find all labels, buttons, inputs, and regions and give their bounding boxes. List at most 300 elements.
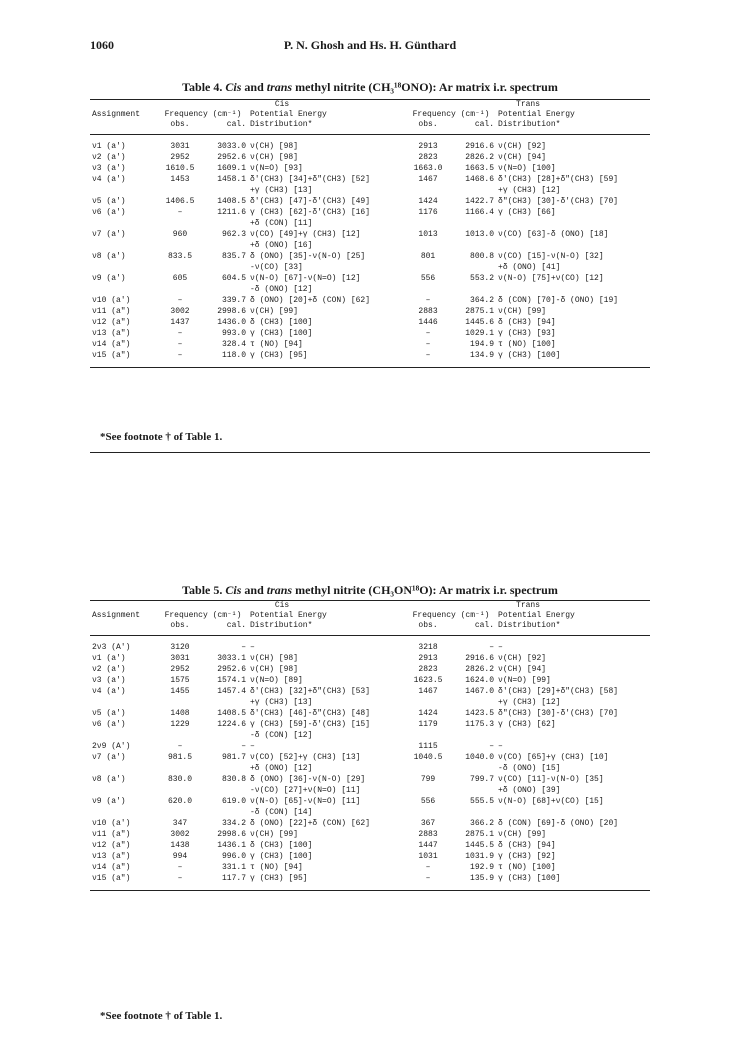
cell-cal-trans: 1422.7 <box>465 197 495 206</box>
cell-obs-trans: 1447 <box>418 841 438 850</box>
cell-cal-trans: 194.9 <box>470 340 495 349</box>
cell-ped-trans: ν(CH) [94] <box>498 665 547 674</box>
cell-ped-trans: ν(CO) [11]-ν(N-O) [35] +δ (ONO) [39] <box>498 775 604 795</box>
table4-header-ped-trans: Potential Energy <box>498 110 575 119</box>
cell-ped-trans: – <box>498 643 503 652</box>
cell-cal-trans: 2916.6 <box>465 142 495 151</box>
cell-cal-trans: 366.2 <box>470 819 495 828</box>
table5-group-cis: Cis <box>158 601 406 612</box>
cell-cal-trans: 364.2 <box>470 296 495 305</box>
cell-cal-cis: 334.2 <box>221 819 246 828</box>
table-row <box>90 741 650 752</box>
table4 <box>90 99 650 368</box>
table-row <box>90 752 650 774</box>
table4-footnote-marker: * <box>100 431 106 443</box>
table4-header-obs-cis: obs. <box>170 120 190 129</box>
cell-cal-cis: 2952.6 <box>217 665 246 674</box>
cell-ped-cis: ν(CH) [98] <box>250 142 299 151</box>
table5-group-trans: Trans <box>406 601 650 612</box>
cell-cal-trans: 1166.4 <box>465 208 495 217</box>
cell-ped-cis: τ (NO) [94] <box>250 340 303 349</box>
cell-obs-trans: 3218 <box>418 643 438 652</box>
cell-ped-cis: – <box>250 742 255 751</box>
cell-cal-cis: 328.4 <box>221 340 246 349</box>
cell-obs-trans: 2913 <box>418 654 438 663</box>
table-row <box>90 719 650 741</box>
cell-ped-cis: ν(CH) [99] <box>250 830 299 839</box>
cell-cal-cis: – <box>241 742 246 751</box>
cell-cal-trans: 1040.0 <box>465 753 495 762</box>
cell-assignment: ν6 (a') <box>92 208 126 217</box>
cell-cal-trans: 1624.0 <box>465 676 495 685</box>
cell-cal-trans: 553.2 <box>470 274 495 283</box>
cell-cal-cis: 1609.1 <box>217 164 246 173</box>
table5-caption-cis: Cis <box>225 583 242 597</box>
table5-group-header <box>90 601 650 612</box>
table4-header-cal-trans: cal. <box>474 120 495 129</box>
table4-caption-and: and <box>244 80 264 94</box>
cell-assignment: ν11 (a") <box>92 307 131 316</box>
cell-obs-cis: – <box>158 350 202 368</box>
cell-ped-cis: γ (CH3) [95] <box>248 350 406 368</box>
table5-header-cal-trans: cal. <box>474 621 495 630</box>
table4-caption-prefix: Table 4. <box>182 80 223 94</box>
cell-cal-trans: 2916.6 <box>465 654 495 663</box>
cell-ped-trans: ν(CH) [99] <box>498 307 547 316</box>
cell-ped-trans: γ (CH3) [100] <box>496 873 650 891</box>
cell-assignment: ν10 (a') <box>92 819 131 828</box>
cell-ped-trans: γ (CH3) [100] <box>496 350 650 368</box>
cell-obs-trans: – <box>425 329 431 338</box>
cell-cal-trans: – <box>489 742 495 751</box>
cell-cal-cis: 1436.1 <box>217 841 246 850</box>
cell-obs-cis: 1437 <box>170 318 190 327</box>
table-row <box>90 196 650 207</box>
cell-ped-trans: τ (NO) [100] <box>498 863 556 872</box>
cell-cal-cis: 962.3 <box>221 230 246 239</box>
table-row <box>90 862 650 873</box>
cell-cal-cis: 2998.6 <box>217 830 246 839</box>
cell-ped-cis: ν(N=O) [89] <box>250 676 303 685</box>
table5-header-frequency-cis: Frequency (cm⁻¹) <box>164 611 242 620</box>
page-number: 1060 <box>90 38 114 52</box>
cell-obs-cis: 1406.5 <box>165 197 195 206</box>
cell-obs-trans: 1179 <box>418 720 438 729</box>
table5-footnote-text: See footnote † of Table 1. <box>105 1010 223 1022</box>
cell-assignment: ν7 (a') <box>92 230 126 239</box>
cell-obs-cis: – <box>177 340 183 349</box>
cell-obs-trans: – <box>406 873 450 891</box>
table-row <box>90 251 650 273</box>
cell-ped-cis: ν(N-O) [67]-ν(N=O) [12] -δ (ONO) [12] <box>250 274 361 294</box>
cell-assignment: ν9 (a') <box>92 797 126 806</box>
cell-obs-cis: 2952 <box>170 665 190 674</box>
cell-assignment: ν15 (a") <box>90 873 158 891</box>
cell-cal-trans: 2826.2 <box>465 665 495 674</box>
table5-header-ped-cis: Potential Energy <box>250 611 327 620</box>
cell-ped-trans: γ (CH3) [93] <box>498 329 556 338</box>
cell-assignment: 2ν3 (A') <box>92 643 131 652</box>
cell-cal-cis: 1436.0 <box>217 318 246 327</box>
cell-ped-cis: δ'(CH3) [46]-δ"(CH3) [48] <box>250 709 371 718</box>
cell-cal-trans: 2875.1 <box>465 830 495 839</box>
cell-cal-trans: 2826.2 <box>465 153 495 162</box>
table-row <box>90 873 650 891</box>
cell-cal-trans: 2875.1 <box>465 307 495 316</box>
table4-header-dist-cis: Distribution* <box>250 120 313 129</box>
cell-assignment: ν12 (a") <box>92 841 131 850</box>
table4-caption-rest: methyl nitrite (CH₃¹⁸ONO): Ar matrix i.r. spectrum <box>295 80 558 94</box>
cell-obs-cis: 1229 <box>170 720 190 729</box>
table-row <box>90 774 650 796</box>
cell-assignment: ν2 (a') <box>92 153 126 162</box>
cell-obs-cis: 960 <box>172 230 188 239</box>
cell-cal-cis: 339.7 <box>221 296 246 305</box>
cell-assignment: ν13 (a") <box>92 852 131 861</box>
cell-assignment: ν14 (a") <box>92 863 131 872</box>
table-row <box>90 273 650 295</box>
cell-obs-trans: 1446 <box>418 318 438 327</box>
table4-group-trans: Trans <box>406 100 650 111</box>
cell-obs-trans: 1623.5 <box>413 676 443 685</box>
table-row <box>90 686 650 708</box>
cell-ped-cis: ν(CH) [98] <box>250 654 299 663</box>
cell-ped-cis: γ (CH3) [62]-δ'(CH3) [16] +δ (CON) [11] <box>250 208 371 228</box>
cell-obs-trans: – <box>425 296 431 305</box>
table5-caption <box>90 583 650 598</box>
table-row <box>90 796 650 818</box>
cell-cal-trans: – <box>489 643 495 652</box>
cell-cal-cis: 1457.4 <box>217 687 246 696</box>
cell-ped-cis: δ (ONO) [36]-ν(N-O) [29] -ν(CO) [27]+ν(N=O) [11] <box>250 775 366 795</box>
cell-cal-trans: 1467.0 <box>465 687 495 696</box>
cell-assignment: ν2 (a') <box>92 665 126 674</box>
cell-obs-trans: 1424 <box>418 709 438 718</box>
table4-header-dist-trans: Distribution* <box>498 120 561 129</box>
cell-obs-cis: 1438 <box>170 841 190 850</box>
table4-footnote <box>100 431 222 443</box>
cell-ped-cis: δ'(CH3) [32]+δ"(CH3) [53] +γ (CH3) [13] <box>250 687 371 707</box>
cell-obs-cis: 1408 <box>170 709 190 718</box>
cell-assignment: ν3 (a') <box>92 164 126 173</box>
cell-ped-cis: δ (ONO) [20]+δ (CON) [62] <box>250 296 371 305</box>
cell-cal-cis: 118.0 <box>202 350 248 368</box>
cell-cal-cis: 993.0 <box>221 329 246 338</box>
cell-cal-trans: 1013.0 <box>465 230 495 239</box>
page-header <box>90 38 650 54</box>
cell-obs-cis: – <box>177 863 183 872</box>
cell-obs-cis: 994 <box>172 852 188 861</box>
table-row <box>90 829 650 840</box>
cell-cal-cis: 117.7 <box>202 873 248 891</box>
cell-ped-trans: δ (CH3) [94] <box>498 841 556 850</box>
cell-cal-trans: 134.9 <box>450 350 496 368</box>
cell-ped-trans: ν(N-O) [75]+ν(CO) [12] <box>498 274 604 283</box>
table-row <box>90 339 650 350</box>
cell-obs-trans: – <box>425 863 431 872</box>
cell-cal-cis: 981.7 <box>221 753 246 762</box>
table4-header-obs-trans: obs. <box>418 120 438 129</box>
table5-caption-rest: methyl nitrite (CH₃ON¹⁸O): Ar matrix i.r. spectrum <box>295 583 558 597</box>
cell-obs-trans: 2883 <box>418 830 438 839</box>
table5 <box>90 600 650 891</box>
cell-obs-cis: 3031 <box>170 654 190 663</box>
cell-cal-trans: 1445.5 <box>465 841 495 850</box>
cell-assignment: ν4 (a') <box>92 175 126 184</box>
cell-assignment: ν7 (a') <box>92 753 126 762</box>
cell-obs-trans: 2883 <box>418 307 438 316</box>
table4-header-assignment: Assignment <box>92 110 141 119</box>
cell-obs-trans: 2913 <box>418 142 438 151</box>
table5-header-assignment: Assignment <box>92 611 141 620</box>
cell-obs-cis: – <box>177 329 183 338</box>
cell-cal-cis: 1408.5 <box>217 709 246 718</box>
table-row <box>90 207 650 229</box>
cell-cal-trans: 192.9 <box>470 863 495 872</box>
cell-cal-trans: 1663.5 <box>465 164 495 173</box>
cell-cal-trans: 800.8 <box>470 252 495 261</box>
cell-assignment: ν6 (a') <box>92 720 126 729</box>
cell-obs-trans: 2823 <box>418 153 438 162</box>
cell-cal-cis: 2998.6 <box>217 307 246 316</box>
cell-ped-cis: ν(CH) [98] <box>250 153 299 162</box>
table4-header-ped-cis: Potential Energy <box>250 110 327 119</box>
cell-cal-trans: 135.9 <box>450 873 496 891</box>
cell-assignment: ν10 (a') <box>92 296 131 305</box>
table5-header-obs-trans: obs. <box>418 621 438 630</box>
cell-cal-cis: 830.8 <box>221 775 246 784</box>
table5-header-dist-trans: Distribution* <box>498 621 561 630</box>
cell-ped-trans: δ (CON) [70]-δ (ONO) [19] <box>498 296 619 305</box>
cell-cal-cis: 3033.1 <box>217 654 246 663</box>
cell-cal-trans: 1468.6 <box>465 175 495 184</box>
table4-caption <box>90 80 650 95</box>
cell-ped-trans: ν(CH) [99] <box>498 830 547 839</box>
cell-obs-trans: 367 <box>420 819 436 828</box>
table-row <box>90 818 650 829</box>
cell-obs-cis: 3002 <box>170 307 190 316</box>
table5-header-dist-cis: Distribution* <box>250 621 313 630</box>
cell-ped-cis: γ (CH3) [95] <box>248 873 406 891</box>
cell-obs-cis: – <box>177 208 183 217</box>
table5-header-ped-trans: Potential Energy <box>498 611 575 620</box>
table-row <box>90 350 650 368</box>
cell-cal-cis: 835.7 <box>221 252 246 261</box>
cell-obs-trans: – <box>425 340 431 349</box>
cell-obs-cis: 605 <box>172 274 188 283</box>
cell-ped-cis: γ (CH3) [100] <box>250 329 313 338</box>
cell-ped-trans: ν(N=O) [100] <box>498 164 556 173</box>
cell-obs-cis: 1575 <box>170 676 190 685</box>
cell-cal-trans: 799.7 <box>470 775 495 784</box>
cell-obs-trans: 1424 <box>418 197 438 206</box>
cell-ped-trans: ν(CH) [94] <box>498 153 547 162</box>
table5-caption-prefix: Table 5. <box>182 583 223 597</box>
table-row <box>90 664 650 675</box>
cell-ped-cis: τ (NO) [94] <box>250 863 303 872</box>
table4-header-frequency-trans: Frequency (cm⁻¹) <box>412 110 490 119</box>
table-row <box>90 306 650 317</box>
cell-obs-trans: 556 <box>420 797 436 806</box>
table-row <box>90 135 650 153</box>
table5-header-obs-cis: obs. <box>170 621 190 630</box>
table-row <box>90 708 650 719</box>
cell-cal-trans: 1031.9 <box>465 852 495 861</box>
cell-ped-cis: δ'(CH3) [34]+δ"(CH3) [52] +γ (CH3) [13] <box>250 175 371 195</box>
cell-obs-cis: – <box>158 873 202 891</box>
cell-assignment: ν4 (a') <box>92 687 126 696</box>
cell-ped-cis: δ (ONO) [35]-ν(N-O) [25] -ν(CO) [33] <box>250 252 366 272</box>
table5-footnote <box>100 1010 222 1022</box>
cell-obs-cis: 3031 <box>170 142 190 151</box>
cell-ped-cis: – <box>250 643 255 652</box>
table-row <box>90 152 650 163</box>
cell-ped-trans: ν(CO) [65]+γ (CH3) [10] -δ (ONO) [15] <box>498 753 609 773</box>
cell-obs-cis: – <box>177 296 183 305</box>
cell-ped-cis: ν(CH) [98] <box>250 665 299 674</box>
table-row <box>90 163 650 174</box>
cell-assignment: ν12 (a") <box>92 318 131 327</box>
table4-group-cis: Cis <box>158 100 406 111</box>
table-row <box>90 636 650 654</box>
cell-cal-cis: 996.0 <box>221 852 246 861</box>
table4-header-frequency-cis: Frequency (cm⁻¹) <box>164 110 242 119</box>
table4-header-row2 <box>90 120 650 130</box>
table5-caption-and: and <box>244 583 264 597</box>
table4-body <box>90 135 650 368</box>
cell-obs-trans: 556 <box>420 274 436 283</box>
table4-header-cal-cis: cal. <box>226 120 246 129</box>
table-row <box>90 675 650 686</box>
cell-ped-cis: δ'(CH3) [47]-δ'(CH3) [49] <box>250 197 371 206</box>
cell-ped-cis: γ (CH3) [59]-δ'(CH3) [15] -δ (CON) [12] <box>250 720 371 740</box>
cell-obs-cis: – <box>177 742 183 751</box>
cell-cal-cis: 1408.5 <box>217 197 246 206</box>
cell-ped-cis: δ (ONO) [22]+δ (CON) [62] <box>250 819 371 828</box>
cell-ped-trans: δ (CON) [69]-δ (ONO) [20] <box>498 819 619 828</box>
cell-ped-cis: γ (CH3) [100] <box>250 852 313 861</box>
cell-assignment: ν3 (a') <box>92 676 126 685</box>
table-row <box>90 295 650 306</box>
cell-obs-cis: 833.5 <box>167 252 192 261</box>
cell-cal-cis: 1224.6 <box>217 720 246 729</box>
cell-assignment: ν15 (a") <box>90 350 158 368</box>
table4-bottom-rule <box>90 452 650 453</box>
cell-ped-trans: τ (NO) [100] <box>498 340 556 349</box>
running-head: P. N. Ghosh and Hs. H. Günthard <box>283 38 457 52</box>
cell-cal-trans: 1445.6 <box>465 318 495 327</box>
cell-ped-trans: γ (CH3) [66] <box>498 208 556 217</box>
cell-obs-cis: 1453 <box>170 175 190 184</box>
cell-ped-cis: ν(N=O) [93] <box>250 164 303 173</box>
cell-ped-trans: δ'(CH3) [29]+δ"(CH3) [58] +γ (CH3) [12] <box>498 687 619 707</box>
cell-assignment: ν14 (a") <box>92 340 131 349</box>
cell-assignment: ν8 (a') <box>92 775 126 784</box>
table-row <box>90 840 650 851</box>
cell-assignment: ν13 (a") <box>92 329 131 338</box>
cell-assignment: ν5 (a') <box>92 709 126 718</box>
table-row <box>90 851 650 862</box>
cell-cal-cis: 3033.0 <box>217 142 246 151</box>
cell-cal-cis: 331.1 <box>221 863 246 872</box>
cell-assignment: ν5 (a') <box>92 197 126 206</box>
cell-obs-cis: 3120 <box>170 643 190 652</box>
cell-cal-cis: 619.0 <box>221 797 246 806</box>
table-row <box>90 317 650 328</box>
cell-obs-cis: 981.5 <box>167 753 192 762</box>
table-row <box>90 174 650 196</box>
cell-obs-trans: 2823 <box>418 665 438 674</box>
cell-ped-trans: γ (CH3) [62] <box>498 720 556 729</box>
cell-obs-trans: 1040.5 <box>413 753 443 762</box>
cell-obs-cis: 2952 <box>170 153 190 162</box>
table5-header-frequency-trans: Frequency (cm⁻¹) <box>412 611 490 620</box>
cell-assignment: ν9 (a') <box>92 274 126 283</box>
cell-assignment: ν11 (a") <box>92 830 131 839</box>
cell-obs-cis: 347 <box>172 819 188 828</box>
cell-obs-trans: 1013 <box>418 230 438 239</box>
cell-cal-trans: 555.5 <box>470 797 495 806</box>
cell-ped-cis: δ (CH3) [100] <box>250 841 313 850</box>
cell-obs-cis: 620.0 <box>167 797 192 806</box>
cell-ped-cis: ν(CO) [52]+γ (CH3) [13] +δ (ONO) [12] <box>250 753 361 773</box>
cell-ped-trans: ν(CO) [15]-ν(N-O) [32] +δ (ONO) [41] <box>498 252 604 272</box>
cell-obs-cis: 830.0 <box>167 775 192 784</box>
cell-obs-trans: – <box>406 350 450 368</box>
cell-ped-trans: ν(CH) [92] <box>498 142 547 151</box>
cell-ped-trans: γ (CH3) [92] <box>498 852 556 861</box>
cell-obs-trans: 1031 <box>418 852 438 861</box>
table-row <box>90 229 650 251</box>
cell-ped-trans: ν(CH) [92] <box>498 654 547 663</box>
table-row <box>90 328 650 339</box>
table5-header-cal-cis: cal. <box>226 621 246 630</box>
cell-obs-cis: 3002 <box>170 830 190 839</box>
cell-obs-cis: 1455 <box>170 687 190 696</box>
table4-group-header <box>90 100 650 111</box>
cell-obs-trans: 799 <box>420 775 436 784</box>
cell-assignment: ν1 (a') <box>92 654 126 663</box>
cell-obs-trans: 1467 <box>418 687 438 696</box>
cell-obs-trans: 801 <box>420 252 436 261</box>
cell-assignment: 2ν9 (A') <box>92 742 131 751</box>
cell-cal-cis: 1211.6 <box>217 208 246 217</box>
table-row <box>90 653 650 664</box>
cell-ped-trans: – <box>498 742 503 751</box>
cell-ped-cis: δ (CH3) [100] <box>250 318 313 327</box>
cell-obs-trans: 1176 <box>418 208 438 217</box>
table5-body <box>90 636 650 891</box>
table4-caption-trans: trans <box>266 80 293 94</box>
cell-obs-cis: 1610.5 <box>165 164 195 173</box>
cell-ped-cis: ν(CH) [99] <box>250 307 299 316</box>
table4-caption-cis: Cis <box>225 80 242 94</box>
table5-caption-trans: trans <box>266 583 293 597</box>
cell-ped-trans: δ (CH3) [94] <box>498 318 556 327</box>
cell-ped-trans: ν(N-O) [68]+ν(CO) [15] <box>498 797 604 806</box>
table4-header-row1 <box>90 110 650 120</box>
cell-ped-cis: ν(CO) [49]+γ (CH3) [12] +δ (ONO) [16] <box>250 230 361 250</box>
cell-ped-trans: ν(CO) [63]-δ (ONO) [18] <box>498 230 609 239</box>
cell-cal-trans: 1029.1 <box>465 329 495 338</box>
cell-cal-trans: 1175.3 <box>465 720 495 729</box>
cell-cal-cis: – <box>241 643 246 652</box>
table4-footnote-text: See footnote † of Table 1. <box>105 431 223 443</box>
cell-cal-cis: 1574.1 <box>217 676 246 685</box>
table5-header-row1 <box>90 611 650 621</box>
table5-footnote-marker: * <box>100 1010 106 1022</box>
cell-cal-cis: 1458.1 <box>217 175 246 184</box>
